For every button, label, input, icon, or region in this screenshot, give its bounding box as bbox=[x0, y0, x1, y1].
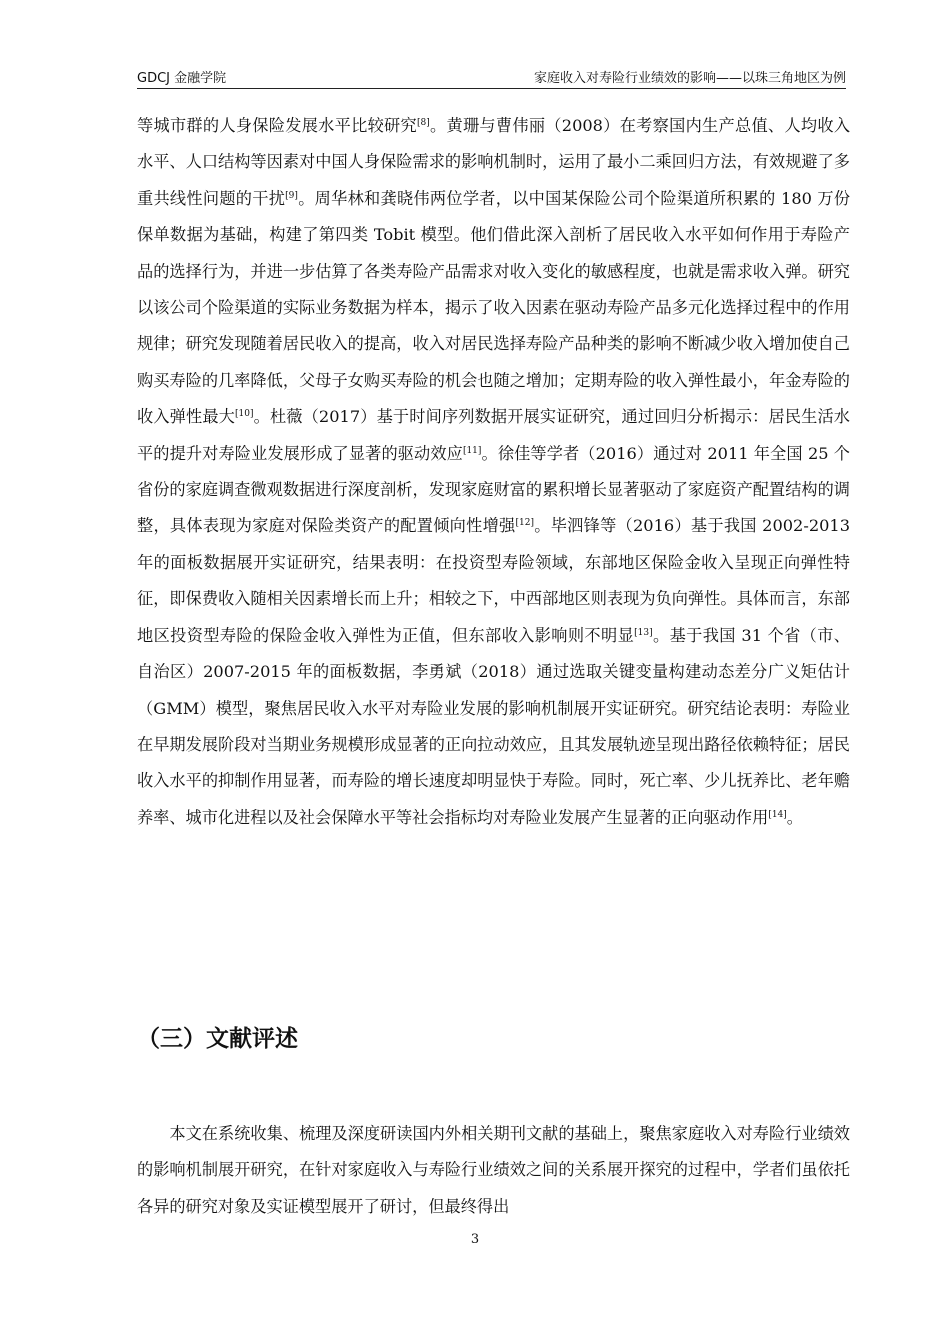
citation-ref: [11] bbox=[462, 445, 482, 456]
text-segment: 。基于我国 31 个省（市、自治区）2007-2015 年的面板数据，李勇斌（2018）通过选取关键变量构建动态差分广义矩估计（GMM）模型，聚焦居民收入水平对寿险业发展的影响机制展开实证研究。研究结论表明：寿险业在早期发展阶段对当期业务规模形成显著的正向拉动效应，且其发展轨迹呈现出路径依赖特征；居民收入水平的抑制作用显著，而寿险的增长速度却明显快于寿险。同时，死亡率、少儿抚养比、老年赡养率、城市化进程以及社会保障水平等社会指标均对寿险业发展产生显著的正向驱动作用 bbox=[137, 625, 850, 827]
section-heading: （三）文献评述 bbox=[137, 1026, 298, 1052]
text-segment: 。 bbox=[786, 807, 803, 827]
citation-ref: [8] bbox=[416, 118, 430, 128]
citation-ref: [9] bbox=[285, 190, 298, 201]
text-segment: 。周华林和龚晓伟两位学者，以中国某保险公司个险渠道所积累的 180 万份保单数据为基础，构建了第四类 Tobit 模型。他们借此深入剖析了居民收入水平如何作用于寿险产品的选择行为，并进一步估算了各类寿险产品需求对收入变化的敏感程度，也就是需求收入弹。研究以该公司个险渠道的实际业务数据为样本，揭示了收入因素在驱动寿险产品多元化选择过程中的作用规律；研究发现随着居民收入的提高，收入对居民选择寿险产品种类的影响不断减少收入增加使自己购买寿险的几率降低，父母子女购买寿险的机会也随之增加；定期寿险的收入弹性最小，年金寿险的收入弹性最大 bbox=[137, 188, 851, 427]
text-segment: 。杜薇（2017）基于时间序列数据开展实证研究，通过回归分析揭示：居民生活水平的提升对寿险业发展形成了显著的驱动效应 bbox=[137, 407, 850, 463]
citation-ref: [13] bbox=[634, 627, 653, 638]
page-number: 3 bbox=[470, 1232, 480, 1247]
body-paragraph bbox=[137, 108, 850, 836]
citation-ref: [10] bbox=[234, 409, 254, 420]
citation-ref: [14] bbox=[768, 809, 787, 820]
page-header bbox=[137, 66, 846, 89]
text-segment: 等城市群的人身保险发展水平比较研究 bbox=[137, 116, 417, 135]
text-segment: 。毕泗锋等（2016）基于我国 2002-2013 年的面板数据展开实证研究，结果表明：在投资型寿险领域，东部地区保险金收入呈现正向弹性特征，即保费收入随相关因素增长而上升；相较之下，中西部地区则表现为负向弹性。具体而言，东部地区投资型寿险的保险金收入弹性为正值，但东部收入影响则不明显 bbox=[137, 516, 851, 645]
text-segment: 。黄珊与曹伟丽（2008）在考察国内生产总值、人均收入水平、人口结构等因素对中国人身保险需求的影响机制时，运用了最小二乘回归方法，有效规避了多重共线性问题的干扰 bbox=[137, 116, 851, 208]
citation-ref: [12] bbox=[515, 518, 534, 529]
body-paragraph-2: 本文在系统收集、梳理及深度研读国内外相关期刊文献的基础上，聚焦家庭收入对寿险行业绩效的影响机制展开研究，在针对家庭收入与寿险行业绩效之间的关系展开探究的过程中，学者们虽依托各异的研究对象及实证模型展开了研讨，但最终得出 bbox=[137, 1124, 850, 1216]
header-right: 家庭收入对寿险行业绩效的影响——以珠三角地区为例 bbox=[533, 71, 846, 86]
header-left: GDCJ 金融学院 bbox=[137, 71, 227, 86]
text-segment: 。徐佳等学者（2016）通过对 2011 年全国 25 个省份的家庭调查微观数据进行深度剖析，发现家庭财富的累积增长显著驱动了家庭资产配置结构的调整，具体表现为家庭对保险类资产的配置倾向性增强 bbox=[137, 443, 850, 536]
